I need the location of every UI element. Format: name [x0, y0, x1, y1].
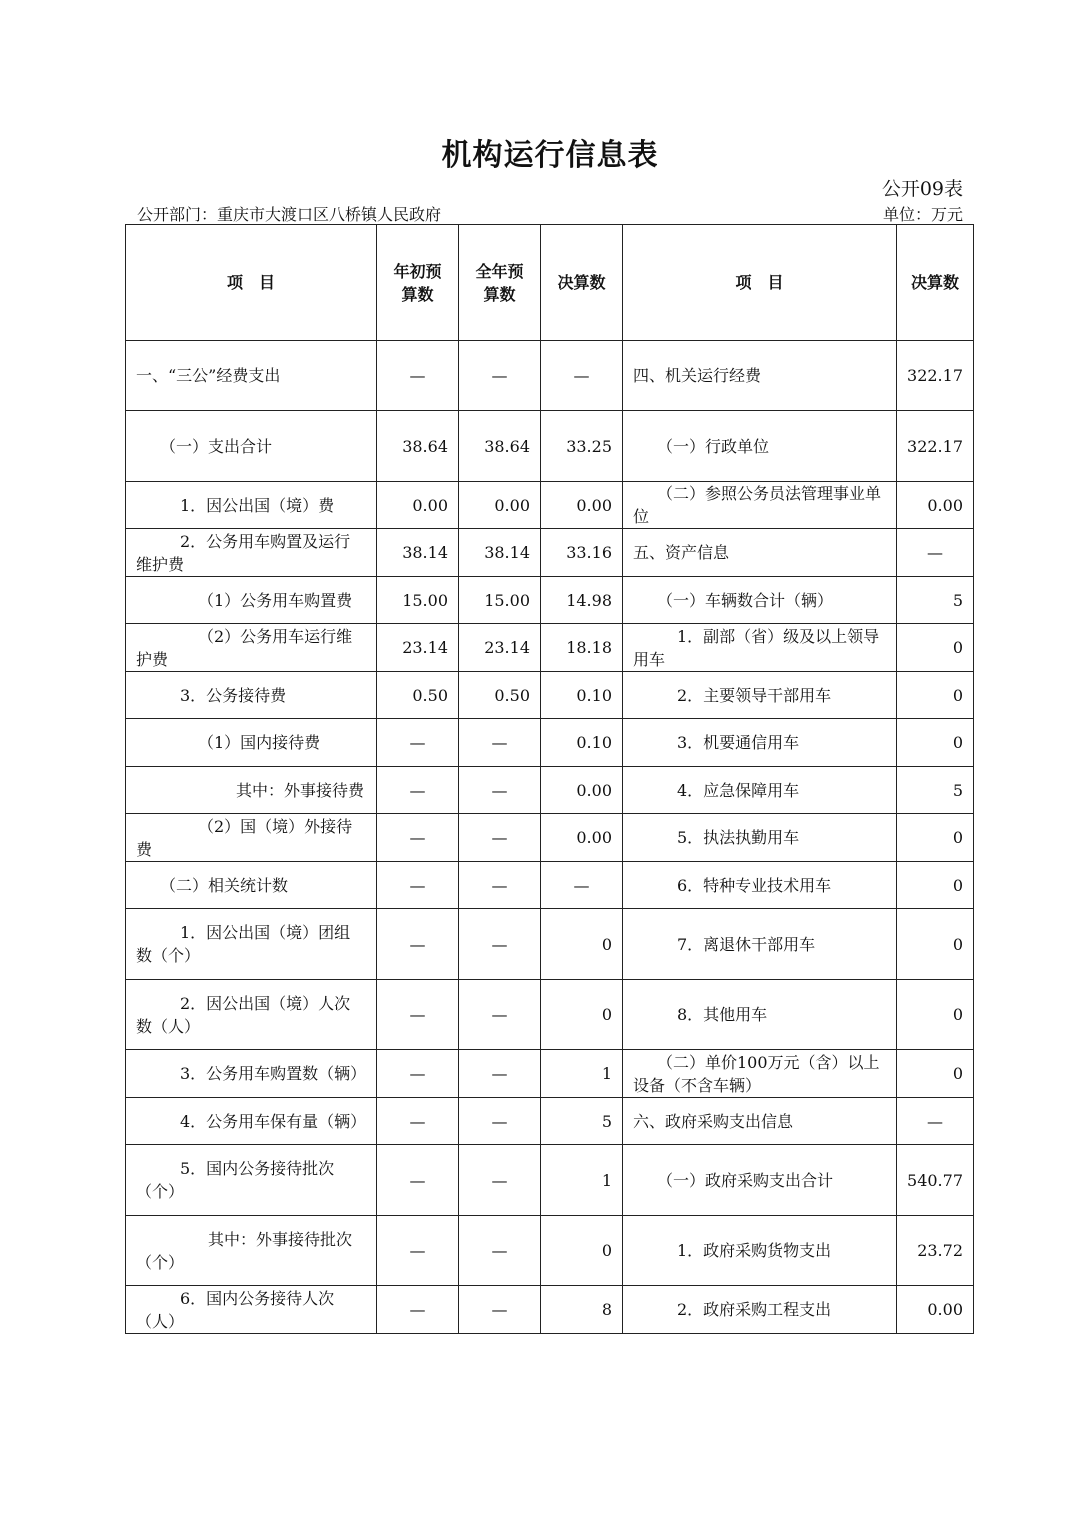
cell-full-year-budget: 38.64	[459, 411, 541, 482]
table-row	[126, 1050, 974, 1098]
cell-full-year-budget: 38.14	[459, 529, 541, 577]
row-label-right: 六、政府采购支出信息	[623, 1098, 897, 1145]
cell-final-left: 18.18	[541, 624, 623, 672]
header-row	[126, 225, 974, 341]
row-label-left: 5．国内公务接待批次（个）	[126, 1145, 377, 1216]
cell-final-left: 1	[541, 1050, 623, 1098]
table-row	[126, 341, 974, 411]
cell-initial-budget: —	[377, 1098, 459, 1145]
table-row	[126, 1145, 974, 1216]
cell-final-right: 5	[897, 767, 974, 814]
table-row	[126, 862, 974, 909]
row-label-left: （1）公务用车购置费	[126, 577, 377, 624]
cell-final-left: —	[541, 341, 623, 411]
cell-initial-budget: 38.14	[377, 529, 459, 577]
header-item-left: 项 目	[126, 225, 377, 341]
cell-full-year-budget: —	[459, 980, 541, 1050]
table-row	[126, 482, 974, 529]
cell-final-left: 0	[541, 1216, 623, 1286]
cell-initial-budget: 0.50	[377, 672, 459, 719]
header-final-right: 决算数	[897, 225, 974, 341]
table-row	[126, 814, 974, 862]
cell-final-right: 0	[897, 980, 974, 1050]
cell-initial-budget: —	[377, 719, 459, 767]
header-final-left: 决算数	[541, 225, 623, 341]
row-label-right: （二）参照公务员法管理事业单位	[623, 482, 897, 529]
header-item-right: 项 目	[623, 225, 897, 341]
cell-final-right: 0	[897, 814, 974, 862]
row-label-left: （1）国内接待费	[126, 719, 377, 767]
cell-final-left: 0	[541, 909, 623, 980]
form-number: 公开09表	[881, 178, 963, 200]
row-label-right: 8．其他用车	[623, 980, 897, 1050]
cell-final-left: 0.00	[541, 767, 623, 814]
row-label-right: 6．特种专业技术用车	[623, 862, 897, 909]
row-label-left: 2．公务用车购置及运行维护费	[126, 529, 377, 577]
cell-full-year-budget: —	[459, 719, 541, 767]
row-label-right: （一）行政单位	[623, 411, 897, 482]
row-label-left: 3．公务接待费	[126, 672, 377, 719]
unit-label: 单位：万元	[882, 205, 963, 224]
cell-final-left: 33.16	[541, 529, 623, 577]
cell-final-left: 0	[541, 980, 623, 1050]
row-label-right: 1．副部（省）级及以上领导用车	[623, 624, 897, 672]
cell-full-year-budget: 23.14	[459, 624, 541, 672]
cell-initial-budget: —	[377, 1145, 459, 1216]
cell-initial-budget: —	[377, 909, 459, 980]
cell-initial-budget: —	[377, 862, 459, 909]
cell-full-year-budget: —	[459, 1145, 541, 1216]
cell-initial-budget: —	[377, 980, 459, 1050]
cell-final-left: 1	[541, 1145, 623, 1216]
cell-initial-budget: —	[377, 767, 459, 814]
department-label: 公开部门：重庆市大渡口区八桥镇人民政府	[137, 205, 442, 224]
cell-final-right: 23.72	[897, 1216, 974, 1286]
cell-initial-budget: —	[377, 341, 459, 411]
cell-full-year-budget: —	[459, 1216, 541, 1286]
cell-final-right: 0	[897, 862, 974, 909]
row-label-right: （一）政府采购支出合计	[623, 1145, 897, 1216]
table-row	[126, 1286, 974, 1334]
info-table	[125, 224, 974, 1334]
cell-final-left: 0.10	[541, 719, 623, 767]
table-row	[126, 909, 974, 980]
row-label-right: 7．离退休干部用车	[623, 909, 897, 980]
table-row	[126, 577, 974, 624]
cell-final-left: 5	[541, 1098, 623, 1145]
cell-final-right: 0	[897, 672, 974, 719]
row-label-left: （2）国（境）外接待费	[126, 814, 377, 862]
row-label-left: （一）支出合计	[126, 411, 377, 482]
table-row	[126, 624, 974, 672]
cell-final-right: —	[897, 1098, 974, 1145]
cell-full-year-budget: —	[459, 341, 541, 411]
cell-full-year-budget: —	[459, 1286, 541, 1334]
cell-full-year-budget: —	[459, 767, 541, 814]
table-row	[126, 767, 974, 814]
cell-final-left: 0.00	[541, 814, 623, 862]
table-row	[126, 980, 974, 1050]
row-label-left: 4．公务用车保有量（辆）	[126, 1098, 377, 1145]
row-label-left: 其中：外事接待批次（个）	[126, 1216, 377, 1286]
row-label-right: （一）车辆数合计（辆）	[623, 577, 897, 624]
cell-final-right: 0	[897, 719, 974, 767]
table-row	[126, 1216, 974, 1286]
row-label-left: （2）公务用车运行维护费	[126, 624, 377, 672]
cell-final-right: 0	[897, 1050, 974, 1098]
cell-final-left: 0.10	[541, 672, 623, 719]
cell-final-right: 540.77	[897, 1145, 974, 1216]
row-label-left: 其中：外事接待费	[126, 767, 377, 814]
cell-full-year-budget: —	[459, 909, 541, 980]
row-label-left: 1．因公出国（境）费	[126, 482, 377, 529]
cell-final-left: 33.25	[541, 411, 623, 482]
cell-full-year-budget: 0.00	[459, 482, 541, 529]
row-label-left: （二）相关统计数	[126, 862, 377, 909]
table-row	[126, 411, 974, 482]
cell-final-right: 322.17	[897, 341, 974, 411]
cell-final-right: 5	[897, 577, 974, 624]
table-row	[126, 672, 974, 719]
row-label-right: 五、资产信息	[623, 529, 897, 577]
cell-initial-budget: 15.00	[377, 577, 459, 624]
row-label-right: 2．政府采购工程支出	[623, 1286, 897, 1334]
cell-final-left: 8	[541, 1286, 623, 1334]
cell-final-left: —	[541, 862, 623, 909]
table-row	[126, 1098, 974, 1145]
row-label-right: 4．应急保障用车	[623, 767, 897, 814]
cell-initial-budget: —	[377, 1216, 459, 1286]
cell-final-right: 0	[897, 909, 974, 980]
cell-final-right: 0.00	[897, 482, 974, 529]
cell-final-right: 0	[897, 624, 974, 672]
cell-full-year-budget: —	[459, 862, 541, 909]
cell-full-year-budget: —	[459, 814, 541, 862]
row-label-left: 2．因公出国（境）人次数（人）	[126, 980, 377, 1050]
cell-initial-budget: 0.00	[377, 482, 459, 529]
row-label-right: 5．执法执勤用车	[623, 814, 897, 862]
cell-final-left: 0.00	[541, 482, 623, 529]
table-row	[126, 719, 974, 767]
cell-final-right: 0.00	[897, 1286, 974, 1334]
row-label-right: 3．机要通信用车	[623, 719, 897, 767]
row-label-left: 6．国内公务接待人次（人）	[126, 1286, 377, 1334]
row-label-right: 四、机关运行经费	[623, 341, 897, 411]
cell-full-year-budget: 15.00	[459, 577, 541, 624]
cell-initial-budget: —	[377, 1050, 459, 1098]
cell-initial-budget: 23.14	[377, 624, 459, 672]
table-row	[126, 529, 974, 577]
cell-initial-budget: —	[377, 1286, 459, 1334]
row-label-left: 1．因公出国（境）团组数（个）	[126, 909, 377, 980]
cell-final-right: —	[897, 529, 974, 577]
row-label-left: 3．公务用车购置数（辆）	[126, 1050, 377, 1098]
row-label-right: 2．主要领导干部用车	[623, 672, 897, 719]
cell-final-left: 14.98	[541, 577, 623, 624]
row-label-left: 一、“三公”经费支出	[126, 341, 377, 411]
header-full-year-budget: 全年预算数	[459, 225, 541, 341]
row-label-right: 1．政府采购货物支出	[623, 1216, 897, 1286]
cell-initial-budget: 38.64	[377, 411, 459, 482]
cell-full-year-budget: 0.50	[459, 672, 541, 719]
cell-full-year-budget: —	[459, 1050, 541, 1098]
cell-full-year-budget: —	[459, 1098, 541, 1145]
row-label-right: （二）单价100万元（含）以上设备（不含车辆）	[623, 1050, 897, 1098]
header-initial-budget: 年初预算数	[377, 225, 459, 341]
cell-initial-budget: —	[377, 814, 459, 862]
cell-final-right: 322.17	[897, 411, 974, 482]
page-title: 机构运行信息表	[441, 138, 659, 173]
